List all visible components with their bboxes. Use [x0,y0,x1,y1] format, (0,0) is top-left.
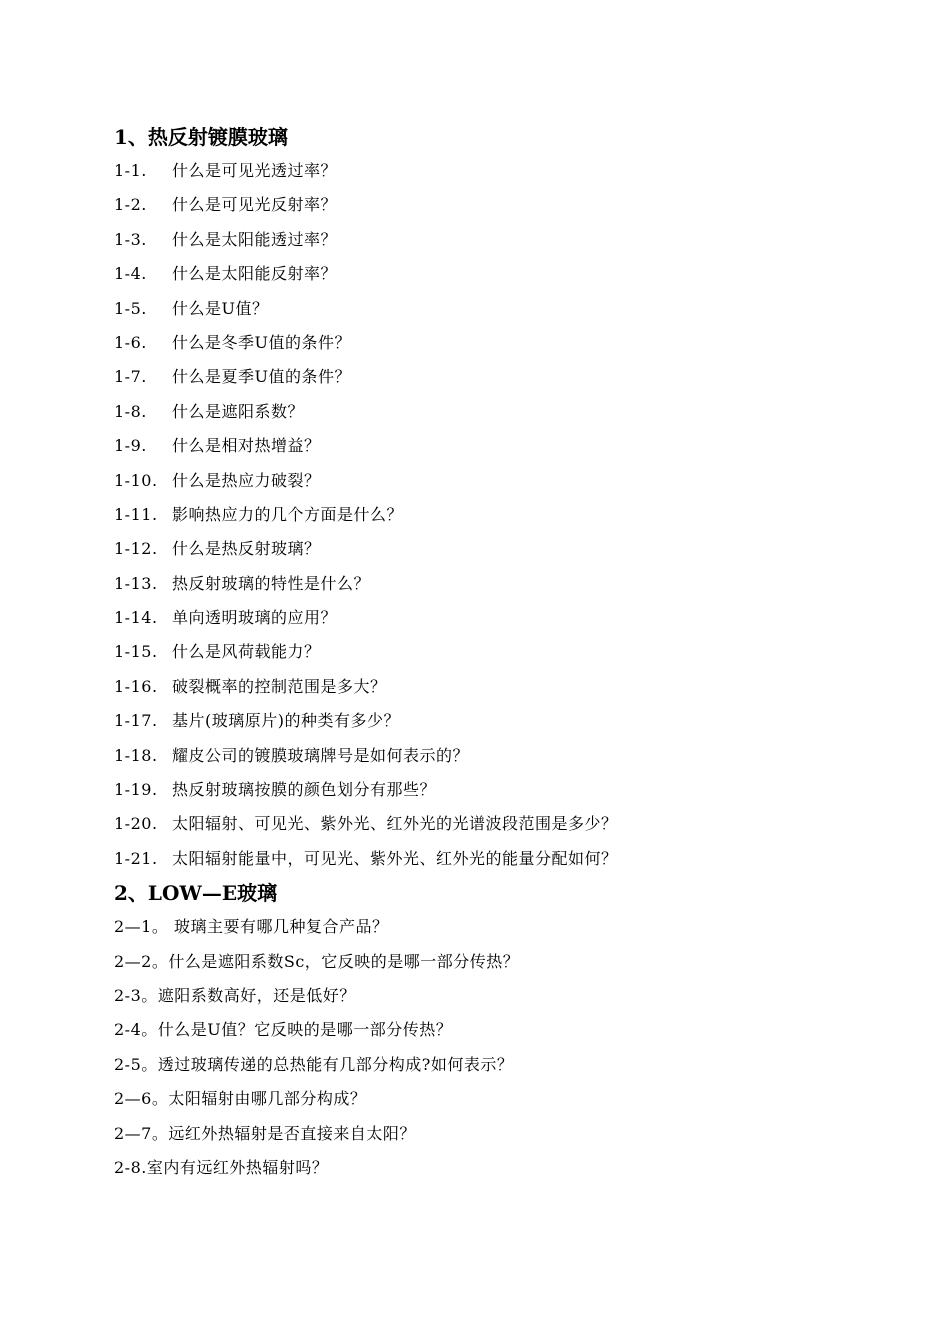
question-list [114,154,874,876]
question-item [114,1117,874,1151]
question-text: 太阳辐射由哪几部分构成？ [168,1089,367,1109]
section-heading: 2、LOW—E玻璃 [114,881,278,906]
question-text: 什么是可见光透过率？ [172,161,338,180]
question-text: 什么是太阳能反射率？ [172,264,338,284]
question-number: 1-6. [114,332,147,352]
question-item [114,154,874,188]
question-text: 单向透明玻璃的应用？ [172,608,338,628]
question-item [114,292,874,326]
question-item [114,773,874,807]
question-number: 1-18. [114,745,158,765]
question-number: 1-2. [114,195,147,215]
question-text: 什么是热反射玻璃？ [172,539,321,559]
question-number: 1-4. [114,264,147,284]
document-page [114,120,874,1185]
question-text: 什么是遮阳系数Sc，它反映的是哪一部分传热？ [168,951,520,971]
question-number: 1-8. [114,401,147,421]
question-number: 1-17. [114,711,158,731]
question-item [114,704,874,738]
question-number: 2—2。 [114,951,169,971]
question-number: 1-10. [114,470,158,490]
question-item [114,567,874,601]
question-item [114,360,874,394]
question-text: 热反射玻璃按膜的颜色划分有那些？ [172,780,437,800]
question-text: 遮阳系数高好，还是低好？ [157,985,356,1005]
question-item [114,498,874,532]
question-item [114,326,874,360]
question-list [114,910,874,1185]
question-item [114,670,874,704]
question-number: 1-7. [114,367,147,387]
question-number: 1-3. [114,229,147,249]
question-text: 远红外热辐射是否直接来自太阳？ [168,1123,416,1143]
question-item [114,979,874,1013]
section-heading: 1、热反射镀膜玻璃 [114,125,288,149]
question-number: 1-14. [114,608,158,628]
question-number: 1-16. [114,676,158,696]
question-item [114,1013,874,1047]
question-item [114,395,874,429]
question-item [114,1082,874,1116]
question-item [114,635,874,669]
question-text: 什么是U值？它反映的是哪一部分传热？ [157,1020,453,1040]
question-text: 影响热应力的几个方面是什么？ [172,504,404,524]
question-text: 基片(玻璃原片)的种类有多少？ [172,711,400,731]
question-item [114,739,874,773]
question-item [114,1048,874,1082]
question-text: 玻璃主要有哪几种复合产品？ [168,917,389,937]
question-number: 2—7。 [114,1123,169,1143]
section-1 [114,120,874,876]
question-text: 什么是相对热增益？ [172,436,321,456]
question-number: 1-13. [114,573,158,593]
question-item [114,464,874,498]
question-text: 太阳辐射能量中，可见光、紫外光、红外光的能量分配如何？ [172,848,618,868]
question-text: 什么是U值？ [172,298,269,318]
question-item [114,807,874,841]
question-number: 1-19. [114,780,158,800]
question-number: 1-20. [114,814,158,834]
question-number: 1-21. [114,848,158,868]
question-text: 什么是太阳能透过率？ [172,229,338,249]
question-number: 2-8. [114,1157,147,1177]
question-number: 2—6。 [114,1089,169,1109]
question-text: 什么是冬季U值的条件？ [172,332,351,352]
question-text: 耀皮公司的镀膜玻璃牌号是如何表示的？ [172,745,470,765]
question-number: 2-4。 [114,1020,158,1040]
question-number: 2—1。 [114,917,169,937]
question-text: 什么是遮阳系数？ [172,401,305,421]
question-number: 1-11. [114,504,158,524]
question-number: 1-12. [114,539,158,559]
question-text: 破裂概率的控制范围是多大？ [172,676,387,696]
section-2 [114,876,874,1185]
question-text: 什么是风荷载能力？ [172,642,321,662]
question-number: 1-1. [114,161,147,180]
question-item [114,601,874,635]
question-item [114,945,874,979]
question-text: 热反射玻璃的特性是什么？ [172,573,371,593]
question-item [114,188,874,222]
question-item [114,1151,874,1185]
question-item [114,842,874,876]
question-text: 什么是热应力破裂？ [172,470,321,490]
question-number: 2-3。 [114,985,158,1005]
question-text: 太阳辐射、可见光、紫外光、红外光的光谱波段范围是多少？ [172,814,618,834]
question-item [114,257,874,291]
question-item [114,532,874,566]
question-item [114,223,874,257]
question-number: 1-9. [114,436,147,456]
question-item [114,910,874,944]
question-number: 1-15. [114,642,158,662]
question-text: 什么是可见光反射率？ [172,195,338,215]
question-text: 透过玻璃传递的总热能有几部分构成?如何表示？ [157,1054,514,1074]
question-number: 1-5. [114,298,147,318]
question-number: 2-5。 [114,1054,158,1074]
question-text: 室内有远红外热辐射吗？ [146,1157,329,1177]
question-text: 什么是夏季U值的条件？ [172,367,351,387]
question-item [114,429,874,463]
